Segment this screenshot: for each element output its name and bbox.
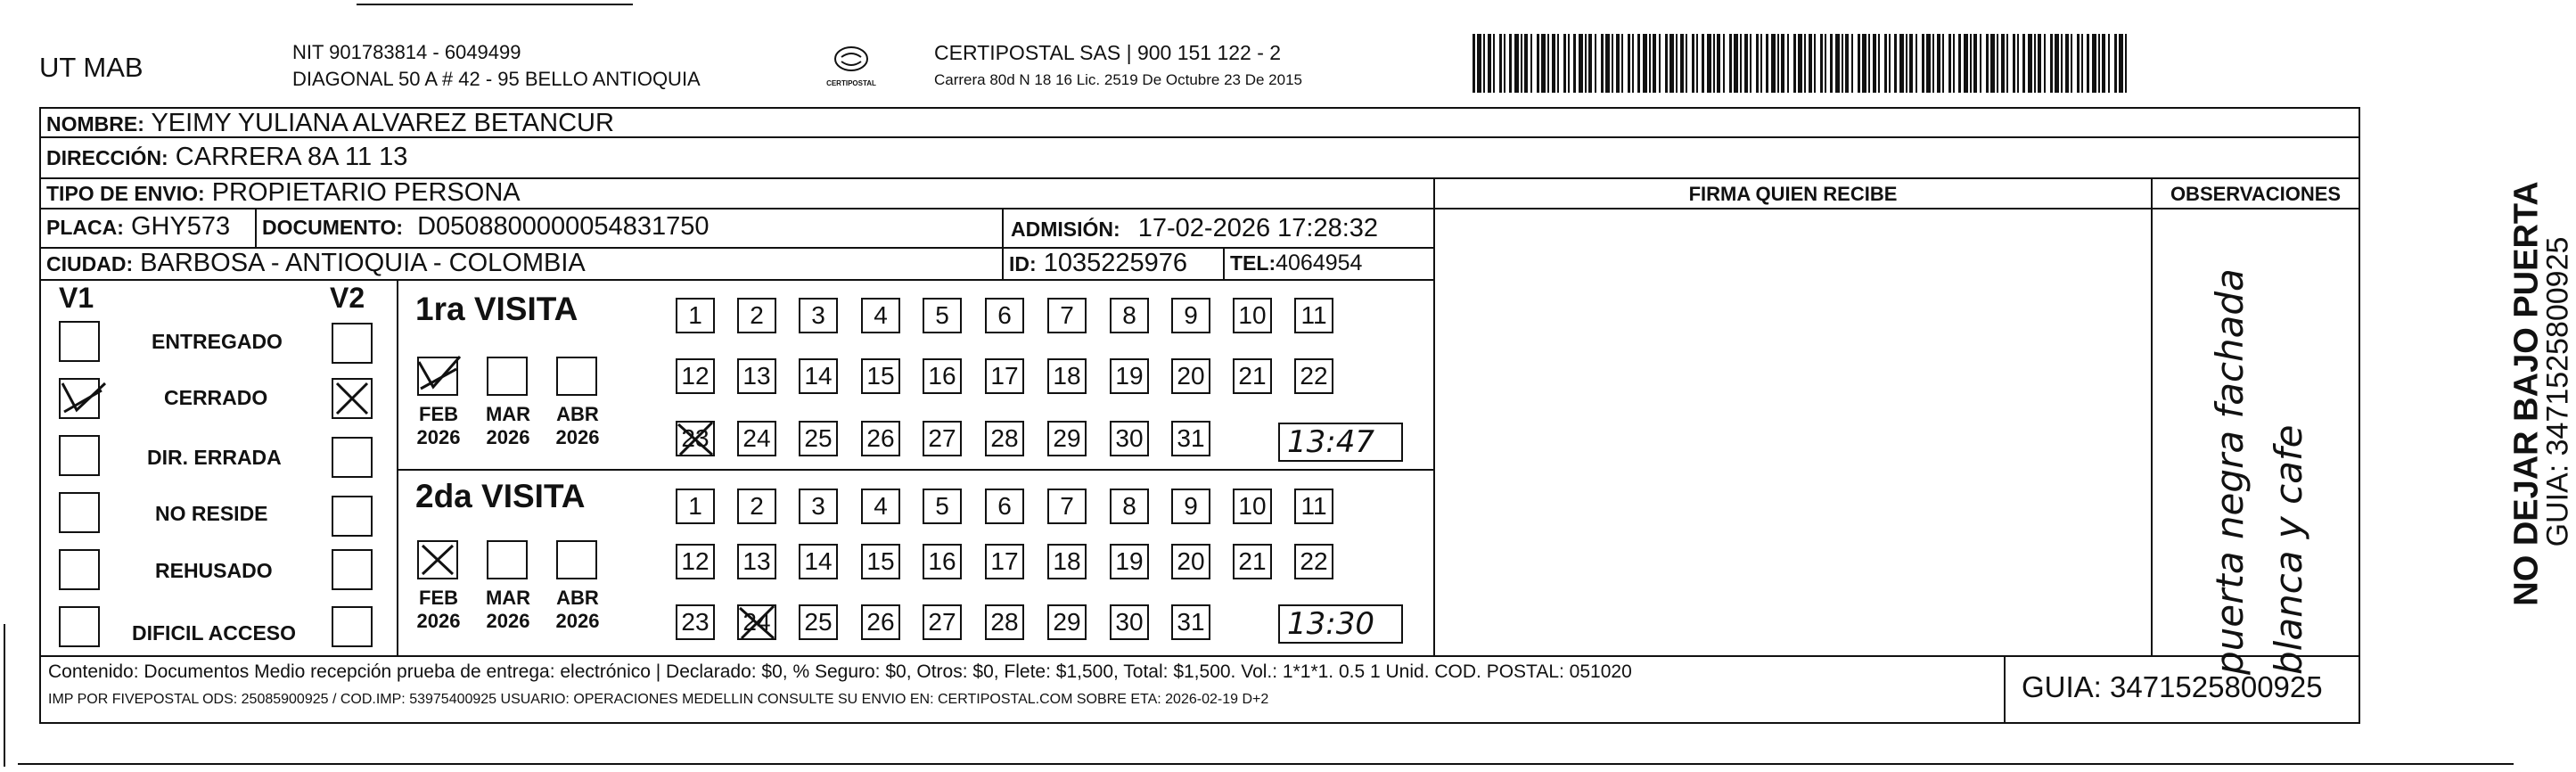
barcode-bar xyxy=(1787,34,1789,93)
barcode-bar xyxy=(1973,34,1977,93)
first-visit-day-box[interactable]: 6 xyxy=(985,298,1024,333)
first-visit-day-box[interactable]: 9 xyxy=(1171,298,1210,333)
barcode-bar xyxy=(1637,34,1640,93)
barcode-bar xyxy=(1686,34,1687,93)
second-visit-day-box[interactable]: 1 xyxy=(676,489,715,524)
barcode-bar xyxy=(1628,34,1630,93)
first-visit-day-box[interactable]: 21 xyxy=(1233,358,1272,394)
second-visit-day-box-marked[interactable]: 24 xyxy=(737,604,776,640)
first-visit-month-abr xyxy=(551,403,604,449)
second-visit-day-box[interactable]: 11 xyxy=(1294,489,1333,524)
first-visit-day-box[interactable]: 24 xyxy=(737,421,776,456)
barcode-bar xyxy=(1830,34,1833,93)
nit-text: NIT 901783814 - 6049499 xyxy=(292,41,521,63)
grid-line xyxy=(1002,208,1004,279)
first-visit-day-box[interactable]: 20 xyxy=(1171,358,1210,394)
first-visit-day-box[interactable]: 8 xyxy=(1110,298,1149,333)
observaciones-text: puerta negra fachada blanca y cafe xyxy=(2208,268,2310,675)
barcode-bar xyxy=(2001,34,2005,93)
v1-label: V1 xyxy=(59,282,94,314)
grid-line xyxy=(39,655,2360,657)
second-visit-month-feb xyxy=(412,587,465,633)
tel-label: TEL: xyxy=(1230,251,1276,275)
status-label-entregado: ENTREGADO xyxy=(152,330,283,353)
first-visit-time: 13:47 xyxy=(1287,424,1374,460)
second-visit-month-mar xyxy=(481,587,535,633)
observaciones-handwriting xyxy=(2157,210,2357,675)
admision-label: ADMISIÓN: xyxy=(1011,218,1120,241)
admision-field xyxy=(1011,214,1378,243)
second-visit-day-box[interactable]: 14 xyxy=(799,544,838,579)
second-visit-day-box[interactable]: 18 xyxy=(1047,544,1087,579)
barcode-bar xyxy=(2028,34,2032,93)
v1-entregado-checkbox[interactable] xyxy=(59,321,100,362)
barcode-bar xyxy=(1970,34,1972,93)
barcode-bar xyxy=(1948,34,1951,93)
barcode-bar xyxy=(1514,34,1519,93)
barcode-bar xyxy=(1958,34,1961,93)
first-visit-day-box[interactable]: 18 xyxy=(1047,358,1087,394)
barcode-bar xyxy=(1573,34,1576,93)
barcode-bar xyxy=(1713,34,1715,93)
barcode-bar xyxy=(2061,34,2063,93)
second-visit-day-box[interactable]: 5 xyxy=(923,489,962,524)
status-label-dir-errada: DIR. ERRADA xyxy=(147,446,282,469)
barcode-bar xyxy=(1744,34,1748,93)
second-visit-day-box[interactable]: 29 xyxy=(1047,604,1087,640)
first-visit-abr-box[interactable] xyxy=(556,357,597,396)
id-label: ID: xyxy=(1009,252,1037,275)
barcode-bar xyxy=(2006,34,2008,93)
barcode-bar xyxy=(1909,34,1913,93)
first-visit-day-box[interactable]: 2 xyxy=(737,298,776,333)
barcode-bar xyxy=(1862,34,1866,93)
barcode-bar xyxy=(1621,34,1623,93)
first-visit-time-box[interactable] xyxy=(1278,423,1403,462)
placa-value: GHY573 xyxy=(130,212,231,241)
month-label: MAR xyxy=(485,403,531,425)
barcode-bar xyxy=(1899,34,1904,93)
sender-address: DIAGONAL 50 A # 42 - 95 BELLO ANTIOQUIA xyxy=(292,68,701,90)
nombre-row xyxy=(46,109,614,138)
second-visit-day-box[interactable]: 26 xyxy=(861,604,900,640)
barcode-bar xyxy=(1696,34,1698,93)
barcode-bar xyxy=(1964,34,1968,93)
barcode-bar xyxy=(1932,34,1934,93)
barcode-bar xyxy=(1842,34,1843,93)
observaciones-header: OBSERVACIONES xyxy=(2170,183,2342,205)
barcode-bar xyxy=(1809,34,1812,93)
barcode-bar xyxy=(1493,34,1495,93)
barcode-bar xyxy=(1659,34,1661,93)
documento-field xyxy=(262,212,709,242)
v1-dificil-acceso-checkbox[interactable] xyxy=(59,606,100,647)
month-label: FEB xyxy=(419,587,458,609)
v1-rehusado-checkbox[interactable] xyxy=(59,549,100,590)
first-visit-day-box[interactable]: 4 xyxy=(861,298,900,333)
first-visit-day-box[interactable]: 22 xyxy=(1294,358,1333,394)
second-visit-day-box[interactable]: 21 xyxy=(1233,544,1272,579)
barcode-bar xyxy=(1723,34,1725,93)
year-label: 2026 xyxy=(416,610,461,632)
barcode-bar xyxy=(1530,34,1532,93)
first-visit-day-box-marked[interactable]: 23 xyxy=(676,421,715,456)
barcode-bar xyxy=(1521,34,1522,93)
second-visit-day-box[interactable]: 3 xyxy=(799,489,838,524)
barcode-bar xyxy=(1980,34,1981,93)
barcode-bar xyxy=(1771,34,1776,93)
nombre-label: NOMBRE: xyxy=(46,112,144,136)
barcode-bar xyxy=(1707,34,1711,93)
month-label: FEB xyxy=(419,403,458,425)
left-edge-line xyxy=(4,624,5,767)
second-visit-day-box[interactable]: 30 xyxy=(1110,604,1149,640)
second-visit-day-box[interactable]: 20 xyxy=(1171,544,1210,579)
top-cut-line xyxy=(357,4,633,5)
barcode-bar xyxy=(1942,34,1944,93)
first-visit-title: 1ra VISITA xyxy=(415,291,578,327)
nombre-value: YEIMY YULIANA ALVAREZ BETANCUR xyxy=(151,109,614,137)
barcode-bar xyxy=(1665,34,1668,93)
barcode-bar xyxy=(1845,34,1849,93)
grid-line xyxy=(397,279,398,655)
barcode-bar xyxy=(1884,34,1887,93)
barcode-bar xyxy=(1986,34,1989,93)
barcode-bar xyxy=(1729,34,1732,93)
first-visit-day-box[interactable]: 5 xyxy=(923,298,962,333)
placa-label: PLACA: xyxy=(46,216,124,239)
year-label: 2026 xyxy=(486,426,530,448)
barcode-bar xyxy=(1605,34,1610,93)
barcode-bar xyxy=(1814,34,1816,93)
barcode-bar xyxy=(1820,34,1823,93)
second-visit-month-abr xyxy=(551,587,604,633)
checkmark-second-visit-feb xyxy=(417,540,458,579)
v2-rehusado-checkbox[interactable] xyxy=(332,549,373,590)
barcode-bar xyxy=(1504,34,1505,93)
year-label: 2026 xyxy=(416,426,461,448)
second-visit-day-cross-mark xyxy=(734,603,779,644)
barcode-bar xyxy=(1777,34,1779,93)
grid-line xyxy=(2359,107,2360,722)
barcode-bar xyxy=(2065,34,2069,93)
barcode-bar xyxy=(2125,34,2127,93)
tel-value: 4064954 xyxy=(1276,250,1363,275)
barcode-bar xyxy=(1509,34,1512,93)
year-label: 2026 xyxy=(486,610,530,632)
barcode-bar xyxy=(1953,34,1955,93)
barcode-bar xyxy=(1766,34,1768,93)
barcode-bar xyxy=(1793,34,1796,93)
company-name: UT MAB xyxy=(39,52,144,83)
first-visit-day-box[interactable]: 27 xyxy=(923,421,962,456)
first-visit-day-box[interactable]: 10 xyxy=(1233,298,1272,333)
second-visit-day-box[interactable]: 17 xyxy=(985,544,1024,579)
barcode-bar xyxy=(2102,34,2105,93)
first-visit-day-box[interactable]: 31 xyxy=(1171,421,1210,456)
first-visit-day-box[interactable]: 3 xyxy=(799,298,838,333)
first-visit-day-box[interactable]: 19 xyxy=(1110,358,1149,394)
tipo-envio-label: TIPO DE ENVIO: xyxy=(46,182,205,205)
barcode-bar xyxy=(1612,34,1613,93)
first-visit-day-box[interactable]: 26 xyxy=(861,421,900,456)
barcode-bar xyxy=(1653,34,1656,93)
month-label: MAR xyxy=(485,587,531,609)
second-visit-day-box[interactable]: 27 xyxy=(923,604,962,640)
first-visit-day-box[interactable]: 1 xyxy=(676,298,715,333)
barcode-bar xyxy=(1499,34,1502,93)
id-field xyxy=(1009,249,1187,278)
status-label-dificil-acceso: DIFICIL ACCESO xyxy=(132,621,297,645)
documento-label: DOCUMENTO: xyxy=(262,216,404,239)
barcode-bar xyxy=(1756,34,1759,93)
month-label: ABR xyxy=(556,403,599,425)
imp-text: IMP POR FIVEPOSTAL ODS: 25085900925 / COD.IMP: 53975400925 USUARIO: OPERACIONES MEDELLIN CONSULTE SU ENVIO EN: CERTIPOSTAL.COM SOBRE ETA: 2026-02-19 D+2 xyxy=(48,692,1269,707)
barcode-bar xyxy=(2034,34,2036,93)
second-visit-day-box[interactable]: 6 xyxy=(985,489,1024,524)
direccion-value: CARRERA 8A 11 13 xyxy=(175,143,408,171)
second-visit-day-box[interactable]: 8 xyxy=(1110,489,1149,524)
second-visit-day-box[interactable]: 23 xyxy=(676,604,715,640)
first-visit-day-box[interactable]: 14 xyxy=(799,358,838,394)
barcode-bar xyxy=(1916,34,1917,93)
checkmark-v2-cerrado xyxy=(332,378,373,419)
barcode-bar xyxy=(2022,34,2025,93)
ciudad-value: BARBOSA - ANTIOQUIA - COLOMBIA xyxy=(140,249,586,277)
barcode-bar xyxy=(1835,34,1840,93)
documento-value: D0508800000054831750 xyxy=(417,212,710,241)
second-visit-abr-box[interactable] xyxy=(556,540,597,579)
grid-line xyxy=(2004,655,2006,722)
certipostal-logo-text: CERTIPOSTAL xyxy=(826,79,876,87)
barcode-bar xyxy=(1568,34,1570,93)
barcode-bar xyxy=(1825,34,1826,93)
grid-line xyxy=(39,279,1435,281)
barcode-bar xyxy=(1692,34,1694,93)
v2-label: V2 xyxy=(330,282,365,314)
second-visit-day-box[interactable]: 10 xyxy=(1233,489,1272,524)
barcode-bar xyxy=(1717,34,1720,93)
barcode-bar xyxy=(1804,34,1806,93)
barcode-bar xyxy=(1588,34,1592,93)
first-visit-day-box[interactable]: 11 xyxy=(1294,298,1333,333)
year-label: 2026 xyxy=(555,610,600,632)
second-visit-day-box[interactable]: 31 xyxy=(1171,604,1210,640)
barcode-bar xyxy=(1563,34,1566,93)
barcode-bar xyxy=(1669,34,1674,93)
ciudad-label: CIUDAD: xyxy=(46,252,134,275)
barcode-bar xyxy=(1488,34,1491,93)
barcode-bar xyxy=(2044,34,2046,93)
direccion-label: DIRECCIÓN: xyxy=(46,146,168,169)
grid-line xyxy=(397,469,1433,471)
second-visit-time-box[interactable] xyxy=(1278,604,1403,644)
barcode-bar xyxy=(2017,34,2019,93)
direccion-row xyxy=(46,143,407,172)
barcode-bar xyxy=(1676,34,1678,93)
year-label: 2026 xyxy=(555,426,600,448)
barcode xyxy=(1473,34,2132,93)
grid-line xyxy=(2151,177,2153,655)
barcode-bar xyxy=(2108,34,2110,93)
barcode-bar xyxy=(1873,34,1876,93)
tipo-envio-row xyxy=(46,178,521,208)
tipo-envio-value: PROPIETARIO PERSONA xyxy=(211,178,521,207)
placa-field xyxy=(46,212,230,242)
first-visit-day-cross-mark xyxy=(673,419,718,460)
barcode-bar xyxy=(1537,34,1539,93)
barcode-bar xyxy=(2087,34,2089,93)
grid-line xyxy=(39,722,2360,724)
barcode-bar xyxy=(1734,34,1738,93)
barcode-bar xyxy=(1643,34,1647,93)
footer-guia: GUIA: 3471525800925 xyxy=(2022,670,2323,703)
barcode-bar xyxy=(1894,34,1897,93)
barcode-bar xyxy=(1868,34,1870,93)
barcode-bar xyxy=(1878,34,1880,93)
status-label-cerrado: CERRADO xyxy=(164,386,268,409)
second-visit-day-box[interactable]: 15 xyxy=(861,544,900,579)
grid-line xyxy=(1433,177,1435,655)
second-visit-day-box[interactable]: 22 xyxy=(1294,544,1333,579)
first-visit-month-feb xyxy=(412,403,465,449)
barcode-bar xyxy=(2092,34,2096,93)
ciudad-field xyxy=(46,249,586,278)
month-label: ABR xyxy=(556,587,599,609)
barcode-bar xyxy=(1798,34,1802,93)
first-visit-day-box[interactable]: 16 xyxy=(923,358,962,394)
second-visit-day-box[interactable]: 28 xyxy=(985,604,1024,640)
status-label-rehusado: REHUSADO xyxy=(155,559,273,582)
v2-no-reside-checkbox[interactable] xyxy=(332,496,373,537)
admision-value: 17-02-2026 17:28:32 xyxy=(1137,214,1379,242)
first-visit-mar-box[interactable] xyxy=(487,357,528,396)
second-visit-day-box[interactable]: 2 xyxy=(737,489,776,524)
checkmark-v1-cerrado xyxy=(57,371,111,424)
barcode-bar xyxy=(1541,34,1546,93)
barcode-bar xyxy=(1926,34,1931,93)
barcode-bar xyxy=(1889,34,1891,93)
first-visit-day-box[interactable]: 28 xyxy=(985,421,1024,456)
barcode-bar xyxy=(2013,34,2015,93)
checkmark-first-visit-feb xyxy=(414,351,464,399)
contenido-text: Contenido: Documentos Medio recepción prueba de entrega: electrónico | Declarado: $0, % Seguro: $0, Otros: $0, Flete: $1,500, Total: $1,500. Vol.: 1*1*1. 0.5 1 Unid. COD. POSTAL: 051020 xyxy=(48,661,1632,682)
status-label-no-reside: NO RESIDE xyxy=(155,502,268,525)
barcode-bar xyxy=(1990,34,1995,93)
barcode-bar xyxy=(1922,34,1924,93)
certipostal-logo xyxy=(820,45,882,91)
first-visit-day-box[interactable]: 29 xyxy=(1047,421,1087,456)
barcode-bar xyxy=(1906,34,1907,93)
certipostal-license: Carrera 80d N 18 16 Lic. 2519 De Octubre 23 De 2015 xyxy=(934,71,1302,88)
grid-line xyxy=(39,107,41,722)
barcode-bar xyxy=(1616,34,1620,93)
second-visit-day-box[interactable]: 25 xyxy=(799,604,838,640)
barcode-bar xyxy=(1585,34,1587,93)
certipostal-title: CERTIPOSTAL SAS | 900 151 122 - 2 xyxy=(934,41,1282,64)
second-visit-day-box[interactable]: 12 xyxy=(676,544,715,579)
barcode-bar xyxy=(1557,34,1559,93)
side-guia: GUIA: 3471525800925 xyxy=(2540,236,2575,547)
barcode-bar xyxy=(1477,34,1481,93)
barcode-bar xyxy=(2081,34,2083,93)
barcode-bar xyxy=(2038,34,2041,93)
grid-line xyxy=(255,208,257,247)
bottom-edge-line xyxy=(18,763,2514,765)
barcode-bar xyxy=(1632,34,1634,93)
tel-field xyxy=(1230,250,1362,276)
barcode-bar xyxy=(1858,34,1860,93)
firma-header: FIRMA QUIEN RECIBE xyxy=(1688,183,1898,205)
barcode-bar xyxy=(1601,34,1604,93)
barcode-bar xyxy=(1579,34,1583,93)
barcode-bar xyxy=(2119,34,2123,93)
side-no-dejar: NO DEJAR BAJO PUERTA xyxy=(2507,181,2546,606)
barcode-bar xyxy=(1524,34,1528,93)
barcode-bar xyxy=(1851,34,1853,93)
first-visit-day-box[interactable]: 12 xyxy=(676,358,715,394)
second-visit-mar-box[interactable] xyxy=(487,540,528,579)
barcode-bar xyxy=(2071,34,2072,93)
barcode-bar xyxy=(2077,34,2080,93)
v1-no-reside-checkbox[interactable] xyxy=(59,492,100,533)
second-visit-day-box[interactable]: 7 xyxy=(1047,489,1087,524)
barcode-bar xyxy=(1750,34,1752,93)
barcode-bar xyxy=(2114,34,2117,93)
grid-line xyxy=(39,208,2360,209)
v2-dificil-acceso-checkbox[interactable] xyxy=(332,606,373,647)
v2-entregado-checkbox[interactable] xyxy=(332,323,373,364)
barcode-bar xyxy=(1997,34,1998,93)
id-value: 1035225976 xyxy=(1043,249,1188,277)
first-visit-day-box[interactable]: 15 xyxy=(861,358,900,394)
v2-dir-errada-checkbox[interactable] xyxy=(332,437,373,478)
barcode-bar xyxy=(1937,34,1940,93)
barcode-bar xyxy=(1702,34,1704,93)
barcode-bar xyxy=(2098,34,2100,93)
barcode-bar xyxy=(1649,34,1651,93)
second-visit-day-box[interactable]: 4 xyxy=(861,489,900,524)
first-visit-month-mar xyxy=(481,403,535,449)
second-visit-day-box[interactable]: 16 xyxy=(923,544,962,579)
grid-line xyxy=(1223,247,1225,279)
barcode-bar xyxy=(2050,34,2053,93)
second-visit-day-box[interactable]: 19 xyxy=(1110,544,1149,579)
v1-dir-errada-checkbox[interactable] xyxy=(59,435,100,476)
barcode-bar xyxy=(1781,34,1784,93)
barcode-bar xyxy=(1740,34,1742,93)
second-visit-day-box[interactable]: 9 xyxy=(1171,489,1210,524)
first-visit-day-box[interactable]: 25 xyxy=(799,421,838,456)
second-visit-time: 13:30 xyxy=(1287,606,1374,642)
barcode-bar xyxy=(1547,34,1549,93)
first-visit-day-box[interactable]: 30 xyxy=(1110,421,1149,456)
barcode-bar xyxy=(1760,34,1762,93)
second-visit-title: 2da VISITA xyxy=(415,478,586,514)
barcode-bar xyxy=(1483,34,1485,93)
barcode-bar xyxy=(1595,34,1596,93)
first-visit-day-box[interactable]: 17 xyxy=(985,358,1024,394)
second-visit-day-box[interactable]: 13 xyxy=(737,544,776,579)
first-visit-day-box[interactable]: 7 xyxy=(1047,298,1087,333)
barcode-bar xyxy=(1680,34,1684,93)
barcode-bar xyxy=(1473,34,1475,93)
first-visit-day-box[interactable]: 13 xyxy=(737,358,776,394)
barcode-bar xyxy=(2055,34,2059,93)
barcode-bar xyxy=(1552,34,1555,93)
